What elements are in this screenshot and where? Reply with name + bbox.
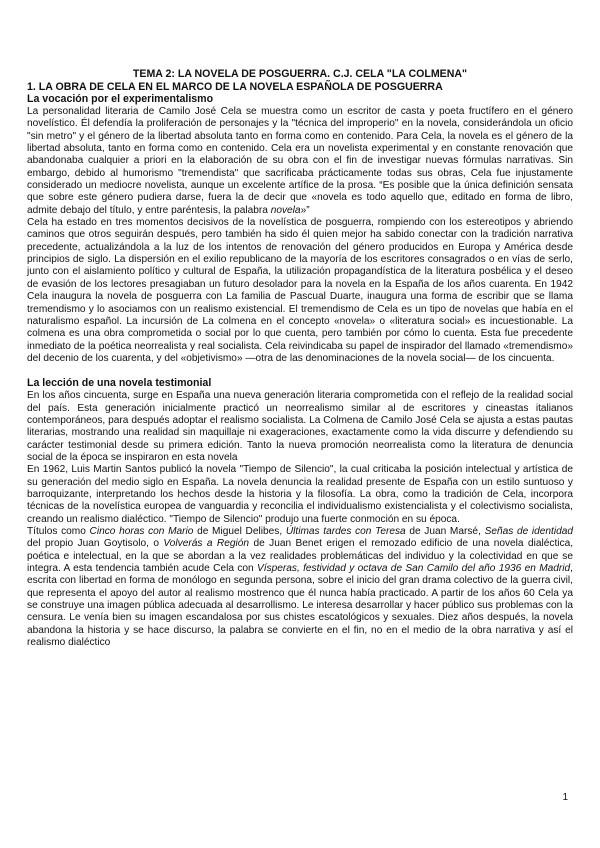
- book-title: Últimas tardes con Teresa: [285, 526, 406, 537]
- paragraph: [27, 106, 573, 217]
- book-title: Cinco horas con Mario: [89, 526, 194, 537]
- paragraph: En 1962, Luis Martin Santos publicó la novela "Tiempo de Silencio", la cual criticaba la posición intelectual y artística de su generación del medio siglo en España. La novela denuncia la realidad presente de España con un estilo suntuoso y barroquizante, interpretando los hechos desde la historia y la filosofía. La obra, como la tradición de Cela, incorpora técnicas de la novelística europea de vanguardia y reconcilia el individualismo existencialista y el colectivismo socialista, creando un realismo dialéctico. "Tiempo de Silencio" produjo una fuerte conmoción en su época.: [27, 464, 573, 525]
- text-run: Títulos como: [27, 526, 90, 537]
- emphasis-text: novela: [270, 204, 301, 216]
- text-run: »”: [300, 204, 310, 216]
- text-run: de Miguel Delibes,: [193, 526, 286, 537]
- section-heading: 1. LA OBRA DE CELA EN EL MARCO DE LA NOVELA ESPAÑOLA DE POSGUERRA: [27, 81, 443, 93]
- page-number: 1: [562, 792, 568, 803]
- document-title: TEMA 2: LA NOVELA DE POSGUERRA. C.J. CELA "LA COLMENA": [132, 68, 468, 80]
- subsection-heading-experimentalismo: La vocación por el experimentalismo: [27, 93, 214, 105]
- paragraph: Cela ha estado en tres momentos decisivos de la novelística de posguerra, rompiendo con los estereotipos y abriendo caminos que otros seguirán después, pero también ha sido él quien mejor ha sabido conectar con la tradición narrativa precedente, actualizándola a la luz de los intentos de renovación del género producidos en Europa y América desde principios de siglo. La dispersión en el exilio republicano de la mayoría de los escritores consagrados o en vías de serlo, junto con el aislamiento político y cultural de España, la utilización propagandística de la literatura posbélica y el deseo de evasión de los lectores presagiaban un futuro desolador para la novela en la España de los años cuarenta. En 1942 Cela inaugura la novela de posguerra con La familia de Pascual Duarte, inaugura una forma de escribir que se llama tremendismo y lo asociamos con un realismo existencial. El tremendismo de Cela es un tipo de novelas que había en el naturalismo español. La incursión de La colmena en el concepto «novela» o «literatura social» es incuestionable. La colmena es una obra comprometida o social por lo que cuenta, pero también por cómo lo cuenta. Esta fue precedente inmediato de la poética neorrealista y real socialista. Cela reivindicaba su papel de inspirador del llamado «tremendismo» del decenio de los cuarenta, y del «objetivismo» —otra de las denominaciones de la novela social— de los cincuenta.: [27, 217, 573, 364]
- book-title: Señas de identidad: [484, 526, 573, 537]
- paragraph: [27, 526, 573, 649]
- book-title: Volverás a Región: [163, 538, 250, 550]
- document-page: [27, 68, 573, 649]
- book-title: Vísperas, festividad y octava de San Camilo del año 1936 en Madrid: [256, 563, 571, 575]
- text-run: La personalidad literaria de Camilo José Cela se muestra como un escritor de casta y poeta fructífero en el género novelístico. Él defendía la proliferación de personajes y la "técnica del improperio" en la novela, considerándola un oficio "sin metro" y el género de la libertad absoluta tanto en forma como en contenido. Para Cela, la novela es el género de la libertad absoluta, tanto en forma como en contenido. Cela era un novelista experimental y en constante renovación que abandonaba cualquier a priori en la elaboración de su obra con el fin de investigar nuevas fórmulas narrativas. Sin embargo, debido al humorismo "tremendista" que sacrificaba prácticamente todas sus obras, Cela fue injustamente considerado un mediocre novelista, aunque un excelente artífice de la prosa. “Es posible que la única definición sensata que sobre este género pudiera darse, fuera la de decir que «novela es todo aquello que, editado en forma de libro, admite debajo del título, y entre paréntesis, la palabra: [27, 106, 573, 216]
- text-run: de Juan Benet erigen el remozado edificio de una novela dialéctica, poética e intelectual, en la que se abordan a la vez realidades problemáticas del individuo y la colectividad en que se integra. A esta tendencia también acude Cela con: [27, 538, 574, 575]
- subsection-heading-testimonial: La lección de una novela testimonial: [27, 377, 212, 390]
- paragraph: En los años cincuenta, surge en España una nueva generación literaria comprometida con el reflejo de la realidad social del país. Esta generación inicialmente practicó un neorrealismo similar al de escritores y cineastas italianos contemporáneos, para después adoptar el realismo socialista. La Colmena de Camilo José Cela se ajusta a estas pautas literarias, mostrando una realidad sin maquillaje ni exageraciones, exactamente como la vida discurre y defendiendo su carácter testimonial desde su primera edición. Tanto la nueva promoción neorrealista como la literatura de denuncia social de la época se inspiraron en esta novela: [27, 390, 573, 463]
- text-run: de Juan Marsé,: [405, 526, 485, 537]
- text-run: , escrita con libertad en forma de monólogo en segunda persona, sobre el inicio del gran drama colectivo de la guerra civil, que representa el apoyo del autor al realismo mostrenco que él nunca había practicado. A partir de los años 60 Cela ya se construye una imagen pública adecuada al desarrollismo. Le interesa desarrollar y hacer público sus problemas con la censura. Le venía bien su imagen escandalosa por sus chistes escatológicos y sexuales. Diez años después, la novela abandona la historia y se hace discurso, la palabra se convierte en el fin, no en el medio de la obra narrativa y así el realismo dialéctico: [27, 563, 573, 649]
- text-run: del propio Juan Goytisolo, o: [27, 538, 164, 550]
